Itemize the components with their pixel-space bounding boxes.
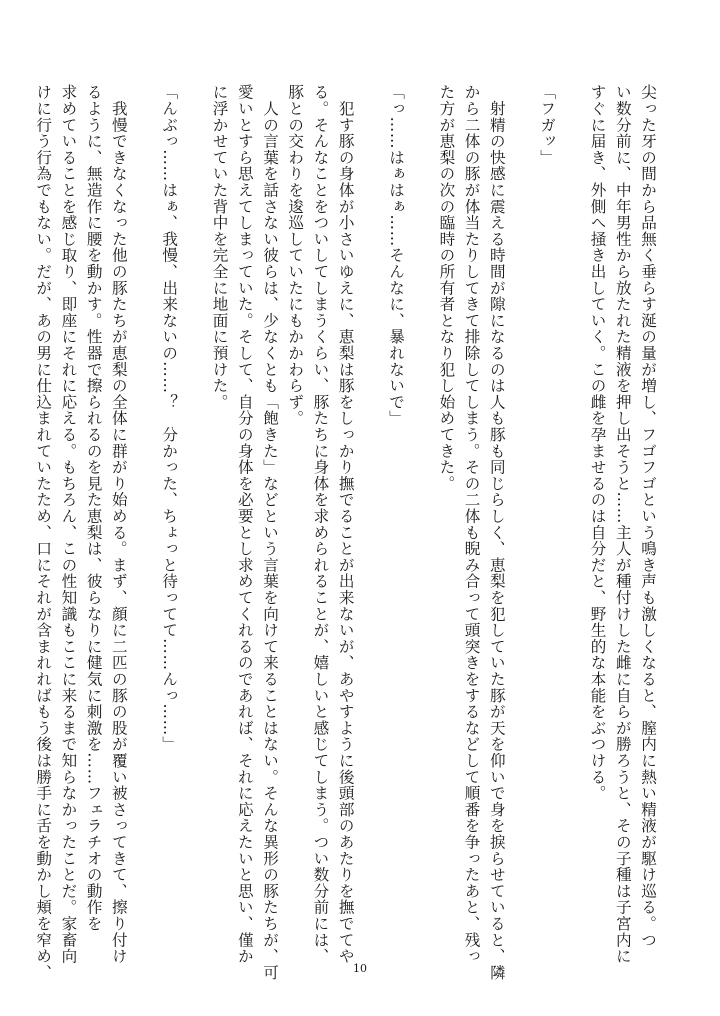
blank-line (408, 84, 433, 954)
text-line: から二体の豚が体当たりしてきて排除してしまう。その二体も睨み合って頭突きをするなどして順番を争ったあと、残っ (462, 84, 481, 965)
text-line: 「んぶっ……はぁ、我慢、出来ないの……？ 分かった、ちょっと待ってて……んっ……」 (160, 84, 179, 753)
blank-line (358, 84, 383, 954)
text-line: 我慢できなくなった他の豚たちが恵梨の全体に群がり始める。まず、顔に二匹の豚の股が覆い被さってきて、擦り付け (109, 84, 128, 965)
text-line: 犯す豚の身体が小さいゆえに、恵梨は豚をしっかり撫でることが出来ないが、あやすように後頭部のあたりを撫でてや (336, 84, 355, 965)
text-line: 「フガッ」 (538, 84, 557, 166)
text-line: に浮かせていた背中を完全に地面に預けた。 (210, 84, 229, 410)
text-line: 尖った牙の間から品無く垂らす涎の量が増し、フゴフゴという鳴き声も激しくなると、膣内に熱い精液が駆け巡る。つ (639, 84, 657, 948)
blank-line (181, 84, 206, 954)
text-line: 豚との交わりを逡巡していたにもかかわらず。 (286, 84, 305, 427)
text-line: る。そんなことをついしてしまうくらい、豚たちに身体を求められることが、嬉しいと感じてしまう。つい数分前には、 (311, 84, 330, 965)
text-line: 人の言葉を話さない彼らは、少なくとも「飽きた」などという言葉を向けて来ることはない。そんな異形の豚たちが、可 (261, 84, 280, 981)
text-line: た方が恵梨の次の臨時の所有者となり犯し始めてきた。 (437, 84, 456, 492)
text-line: い数分前に、中年男性から放たれた精液を押し出そうと……主人が種付けした雌に自らが勝ろうと、その子種は子宮内に (613, 84, 632, 965)
blank-line (131, 84, 156, 954)
blank-line (559, 84, 584, 954)
text-line: けに行う行為でもない。だが、あの男に仕込まれていたため、口にそれが含まれればもう後は勝手に舌を動かし頬を窄め、 (34, 84, 53, 981)
text-line: 射精の快感に震える時間が隙になるのは人も豚も同じらしく、恵梨を犯していた豚が天を仰いで身を捩らせていると、隣 (487, 84, 506, 981)
blank-line (509, 84, 534, 954)
text-line: 「っ……はぁはぁ……そんなに、暴れないで」 (387, 84, 406, 427)
text-line: 愛いとすら思えてしまっていた。そして、自分の身体を必要とし求めてくれるのであれば、それに応えたいと思い、僅か (235, 84, 254, 965)
text-line: すぐに届き、外側へ掻き出していく。この雌を孕ませるのは自分だと、野生的な本能をぶつける。 (588, 84, 607, 802)
page-number: 10 (353, 962, 367, 975)
text-line: るように、無造作に腰を動かす。性器で擦られるのを見た恵梨は、彼らなりに健気に刺激を……フェラチオの動作を (84, 84, 103, 932)
text-line: 求めていることを感じ取り、即座にそれに応える。もちろん、この性知識もここに来るまで知らなかったことだ。家畜向 (59, 84, 78, 965)
